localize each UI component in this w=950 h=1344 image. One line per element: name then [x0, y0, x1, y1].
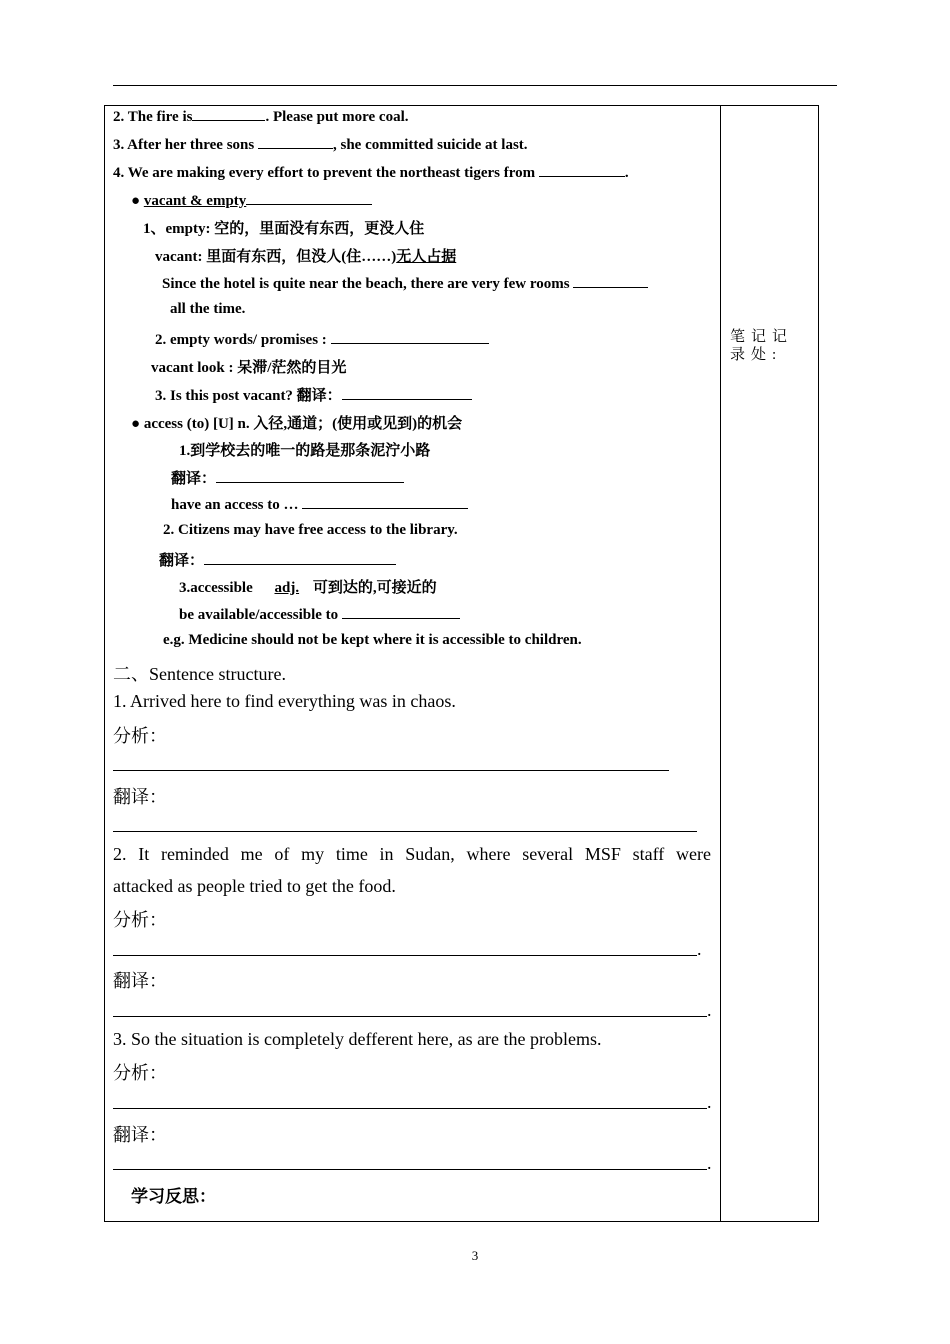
notes-column-divider — [720, 105, 721, 1222]
answer-blank[interactable] — [342, 604, 460, 619]
line-end-period: . — [707, 1153, 712, 1173]
answer-blank[interactable] — [342, 385, 472, 400]
analysis-label-3: 分析： — [113, 1063, 167, 1083]
translation-label-3: 翻译： — [113, 1125, 167, 1145]
exercise-text: 4. We are making every effort to prevent the northeast tigers from — [113, 165, 539, 181]
exercise-text: . — [624, 165, 629, 181]
available-text: be available/accessible to — [179, 607, 342, 623]
bullet-title: vacant & empty — [143, 193, 247, 209]
vacant-def-underlined: 无人占据 — [396, 249, 457, 265]
line-end-period: . — [697, 939, 702, 959]
translate-label: 翻译： — [159, 553, 205, 569]
answer-blank[interactable] — [573, 273, 648, 288]
empty-definition: 1、empty: 空的，里面没有东西，更没人住 — [143, 221, 425, 237]
answer-blank[interactable] — [302, 494, 468, 509]
section-heading: 二、Sentence structure. — [113, 664, 286, 684]
citizens-sentence: 2. Citizens may have free access to the library. — [163, 522, 458, 538]
accessible-meaning: 可到达的,可接近的 — [312, 580, 437, 596]
exercise-text: 3. After her three sons — [113, 137, 258, 153]
example-sentence: e.g. Medicine should not be kept where it is accessible to children. — [163, 632, 582, 648]
bullet-title: access (to) [U] n. 入径,通道；(使用或见到)的机会 — [143, 416, 463, 432]
bullet-access — [131, 412, 462, 433]
exercise-text: . Please put more coal. — [265, 109, 409, 125]
notes-label: 笔记记录处: — [730, 329, 794, 363]
accessible-word: 3.accessible — [179, 580, 253, 596]
available-line — [179, 604, 460, 624]
accessible-pos: adj. — [274, 580, 300, 596]
translate-label: 翻译： — [171, 471, 217, 487]
exercise-text: 2. The fire is — [113, 109, 193, 125]
sentence-3: 3. So the situation is completely defferent here, as are the problems. — [113, 1029, 602, 1049]
vacant-definition — [155, 245, 456, 266]
answer-blank[interactable] — [204, 550, 396, 565]
sentence-1: 1. Arrived here to find everything was in chaos. — [113, 691, 456, 711]
analysis-label-2: 分析： — [113, 910, 167, 930]
reflection-label: 学习反思： — [131, 1187, 216, 1206]
translation-answer-line-2[interactable] — [113, 1016, 707, 1017]
analysis-label-1: 分析： — [113, 726, 167, 746]
answer-blank[interactable] — [258, 134, 333, 149]
hotel-sentence-end: all the time. — [170, 301, 246, 317]
page-number: 3 — [471, 1248, 479, 1263]
hotel-text: Since the hotel is quite near the beach, there are very few rooms — [162, 276, 574, 292]
answer-blank[interactable] — [216, 468, 404, 483]
school-sentence: 1.到学校去的唯一的路是那条泥泞小路 — [179, 443, 431, 459]
translation-label-1: 翻译： — [113, 787, 167, 807]
exercise-line-2 — [113, 106, 408, 126]
post-vacant-text: 3. Is this post vacant? 翻译： — [155, 388, 342, 404]
translation-answer-line-1[interactable] — [113, 831, 697, 832]
have-access — [171, 494, 468, 514]
accessible-line — [179, 576, 437, 597]
vacant-look: vacant look : 呆滞/茫然的目光 — [151, 360, 347, 376]
sentence-2-line-1: 2. It reminded me of my time in Sudan, where several MSF staff were — [113, 844, 711, 864]
exercise-line-3 — [113, 134, 528, 154]
sentence-2-line-2: attacked as people tried to get the food. — [113, 876, 396, 896]
answer-blank[interactable] — [246, 190, 372, 205]
exercise-line-4 — [113, 162, 629, 182]
header-rule — [113, 85, 837, 86]
analysis-answer-line-2[interactable] — [113, 955, 697, 956]
bullet-vacant-empty — [131, 190, 372, 210]
empty-words — [155, 329, 489, 349]
bullet-icon: ● — [131, 193, 141, 209]
answer-blank[interactable] — [192, 106, 265, 121]
translation-label-2: 翻译： — [113, 971, 167, 991]
analysis-answer-line-1[interactable] — [113, 770, 669, 771]
post-vacant — [155, 384, 472, 405]
vacant-def-text: vacant: 里面有东西，但没人(住……) — [155, 249, 397, 265]
line-end-period: . — [707, 1092, 712, 1112]
analysis-answer-line-3[interactable] — [113, 1108, 707, 1109]
line-end-period: . — [707, 1000, 712, 1020]
answer-blank[interactable] — [539, 162, 625, 177]
translation-answer-line-3[interactable] — [113, 1169, 707, 1170]
empty-words-text: 2. empty words/ promises : — [155, 332, 331, 348]
exercise-text: , she committed suicide at last. — [332, 137, 528, 153]
answer-blank[interactable] — [331, 329, 489, 344]
translate-line-2 — [159, 549, 396, 570]
hotel-sentence — [162, 273, 648, 293]
have-access-text: have an access to … — [171, 497, 303, 513]
bullet-icon: ● — [131, 416, 141, 432]
translate-line-1 — [171, 467, 404, 488]
